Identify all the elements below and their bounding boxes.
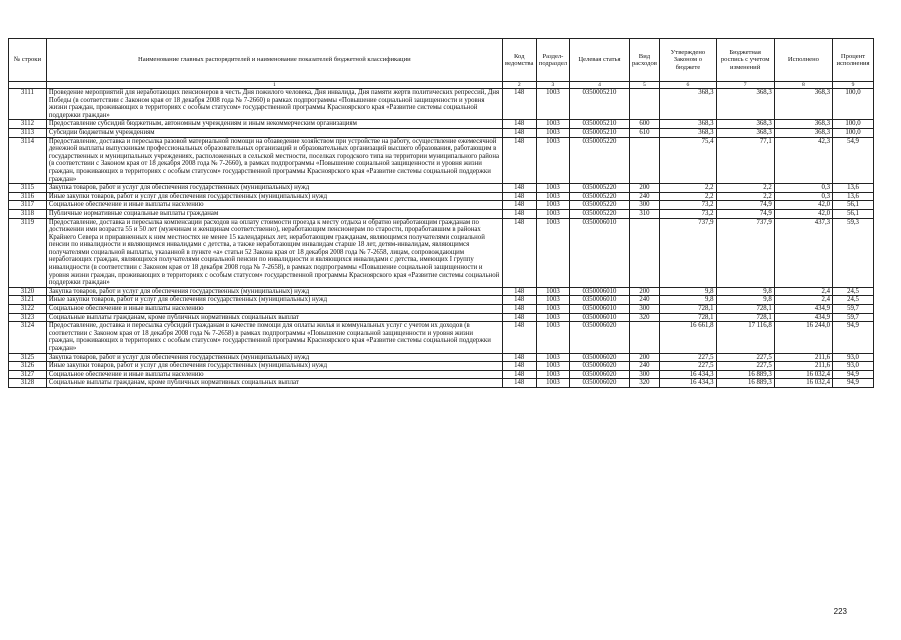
row-expense-type [629,137,660,184]
row-allocated: 227,5 [716,362,774,371]
row-target: 0350005220 [570,137,629,184]
row-expense-type: 300 [629,305,660,314]
row-target: 0350006020 [570,353,629,362]
row-expense-type: 320 [629,379,660,388]
header-allocated: Бюджетная роспись с учетом изменений [716,39,774,82]
row-dept-code: 148 [502,209,536,218]
row-expense-type: 610 [629,128,660,137]
row-executed: 434,9 [774,313,832,322]
row-section: 1003 [536,218,570,287]
header-name: Наименование главных распорядителей и наименование показателей бюджетной классификации [46,39,502,82]
row-expense-type: 320 [629,313,660,322]
budget-table [8,38,874,388]
table-row [9,362,874,371]
table-row [9,370,874,379]
row-target: 0350005210 [570,89,629,120]
row-approved: 73,2 [660,209,716,218]
page-number: 223 [833,607,847,616]
row-allocated: 227,5 [716,353,774,362]
row-name: Социальное обеспечение и иные выплаты населению [46,201,502,210]
row-executed: 42,3 [774,137,832,184]
row-number: 3113 [9,128,47,137]
header-section: Раздел-подраздел [536,39,570,82]
header-percent: Процент исполнения [833,39,874,82]
row-name: Иные закупки товаров, работ и услуг для обеспечения государственных (муниципальных) нужд [46,192,502,201]
row-percent: 59,7 [833,305,874,314]
row-dept-code: 148 [502,120,536,129]
table-row [9,89,874,120]
row-executed: 16 032,4 [774,370,832,379]
column-number: 8 [774,82,832,89]
row-number: 3111 [9,89,47,120]
row-dept-code: 148 [502,313,536,322]
row-approved: 75,4 [660,137,716,184]
row-section: 1003 [536,120,570,129]
row-percent: 59,3 [833,218,874,287]
row-percent: 56,1 [833,209,874,218]
row-number: 3115 [9,184,47,193]
row-target: 0350006010 [570,296,629,305]
row-expense-type: 240 [629,192,660,201]
row-percent: 13,6 [833,184,874,193]
row-name: Предоставление, доставка и пересылка субсидий гражданам в качестве помощи для оплаты жилья и коммунальных услуг с учетом их доходов (в соответствии с Законом края от 18 декабря 2008 года № 7-2658) в рамках подпрограммы «Повышение социальной защищенности и уровня жизни граждан, проживающих в территориях с особым статусом» государственной программы Красноярского края «Развитие системы социальной поддержки граждан» [46,322,502,353]
row-percent: 94,9 [833,370,874,379]
row-dept-code: 148 [502,218,536,287]
table-row [9,379,874,388]
header-dept-code: Код ведомства [502,39,536,82]
row-name: Предоставление, доставка и пересылка разовой материальной помощи на обзаведение хозяйством при устройстве на работу, осуществление ежемесячной денежной выплаты выпускникам профессиональных образовательных организаций и образовательных организаций высшего образования, работающим в государственных и муниципальных учреждениях, расположенных в сельской местности, поселках городского типа на территории муниципального района (в соответствии с Законом края от 18 декабря 2008 года № 7-2660), в рамках подпрограммы «Повышение социальной защищенности и уровня жизни граждан, проживающих в территориях с особым статусом» государственной программы Красноярского края «Развитие системы социальной поддержки граждан» [46,137,502,184]
table-row [9,137,874,184]
row-section: 1003 [536,201,570,210]
row-percent: 24,5 [833,296,874,305]
table-row [9,192,874,201]
row-number: 3119 [9,218,47,287]
row-executed: 437,3 [774,218,832,287]
row-approved: 737,9 [660,218,716,287]
row-expense-type: 200 [629,184,660,193]
row-name: Социальные выплаты гражданам, кроме публичных нормативных социальных выплат [46,313,502,322]
column-number [9,82,47,89]
row-allocated: 2,2 [716,184,774,193]
row-executed: 42,0 [774,209,832,218]
table-row [9,184,874,193]
row-name: Социальное обеспечение и иные выплаты населению [46,305,502,314]
row-target: 0350006010 [570,305,629,314]
row-expense-type: 300 [629,370,660,379]
row-target: 0350005220 [570,209,629,218]
row-approved: 368,3 [660,89,716,120]
row-allocated: 74,9 [716,201,774,210]
row-allocated: 16 889,3 [716,370,774,379]
row-allocated: 368,3 [716,120,774,129]
row-name: Иные закупки товаров, работ и услуг для обеспечения государственных (муниципальных) нужд [46,296,502,305]
header-row-number: № строки [9,39,47,82]
row-percent: 100,0 [833,128,874,137]
row-expense-type: 310 [629,209,660,218]
row-name: Субсидии бюджетным учреждениям [46,128,502,137]
row-name: Закупка товаров, работ и услуг для обеспечения государственных (муниципальных) нужд [46,287,502,296]
row-executed: 211,6 [774,353,832,362]
row-allocated: 74,9 [716,209,774,218]
row-approved: 227,5 [660,362,716,371]
row-allocated: 17 116,8 [716,322,774,353]
table-row [9,120,874,129]
row-approved: 368,3 [660,120,716,129]
row-approved: 9,8 [660,287,716,296]
row-section: 1003 [536,128,570,137]
row-expense-type: 300 [629,201,660,210]
column-number: 3 [536,82,570,89]
header-executed: Исполнено [774,39,832,82]
row-approved: 227,5 [660,353,716,362]
row-allocated: 368,3 [716,89,774,120]
row-target: 0350005210 [570,128,629,137]
row-target: 0350006010 [570,218,629,287]
row-section: 1003 [536,89,570,120]
row-name: Иные закупки товаров, работ и услуг для обеспечения государственных (муниципальных) нужд [46,362,502,371]
row-name: Закупка товаров, работ и услуг для обеспечения государственных (муниципальных) нужд [46,353,502,362]
row-approved: 16 434,3 [660,370,716,379]
row-section: 1003 [536,370,570,379]
row-allocated: 16 889,3 [716,379,774,388]
row-dept-code: 148 [502,353,536,362]
row-section: 1003 [536,362,570,371]
row-name: Закупка товаров, работ и услуг для обеспечения государственных (муниципальных) нужд [46,184,502,193]
row-executed: 368,3 [774,120,832,129]
row-dept-code: 148 [502,379,536,388]
row-percent: 100,0 [833,120,874,129]
row-target: 0350006020 [570,322,629,353]
row-executed: 434,9 [774,305,832,314]
row-section: 1003 [536,184,570,193]
row-allocated: 2,2 [716,192,774,201]
row-percent: 93,0 [833,362,874,371]
row-executed: 0,3 [774,192,832,201]
table-row [9,128,874,137]
row-name: Социальные выплаты гражданам, кроме публичных нормативных социальных выплат [46,379,502,388]
row-dept-code: 148 [502,305,536,314]
row-executed: 368,3 [774,128,832,137]
header-row [9,39,874,82]
row-number: 3128 [9,379,47,388]
row-allocated: 737,9 [716,218,774,287]
row-dept-code: 148 [502,89,536,120]
row-allocated: 368,3 [716,128,774,137]
row-target: 0350005220 [570,192,629,201]
row-name: Предоставление, доставка и пересылка компенсации расходов на оплату стоимости проезда к месту отдыха и обратно неработающим гражданам по достижении ими возраста 55 и 50 лет (мужчинам и женщинам соответственно), неработающим пенсионерам по старости, проработавшим в районах Крайнего Севера и приравненных к ним местностях не менее 15 календарных лет, неработающим гражданам, являющимся получателями социальной пенсии по инвалидности и являющимся инвалидами с детства, а также неработающим инвалидам старше 18 лет, детям-инвалидам, являющимся получателями социальной выплаты, указанной в пункте «а» статьи 52 Закона края от 18 декабря 2008 года № 7-2658, лицам, сопровождающим неработающих граждан, являющихся получателями социальной пенсии по инвалидности и являющихся инвалидами с детства, имеющих I группу инвалидности (в соответствии с Законом края от 18 декабря 2008 года № 7-2658), в рамках подпрограммы «Повышение социальной защищенности и уровня жизни граждан, проживающих в территориях с особым статусом» государственной программы Красноярского края «Развитие системы социальной поддержки граждан» [46,218,502,287]
row-percent: 24,5 [833,287,874,296]
row-percent: 59,7 [833,313,874,322]
row-number: 3122 [9,305,47,314]
row-allocated: 728,1 [716,313,774,322]
row-number: 3125 [9,353,47,362]
row-allocated: 728,1 [716,305,774,314]
row-number: 3124 [9,322,47,353]
column-number: 7 [716,82,774,89]
row-percent: 54,9 [833,137,874,184]
row-number: 3117 [9,201,47,210]
row-approved: 2,2 [660,192,716,201]
row-number: 3116 [9,192,47,201]
row-percent: 100,0 [833,89,874,120]
row-expense-type: 240 [629,296,660,305]
row-number: 3118 [9,209,47,218]
row-allocated: 9,8 [716,287,774,296]
header-target: Целевая статья [570,39,629,82]
row-section: 1003 [536,379,570,388]
row-dept-code: 148 [502,296,536,305]
row-allocated: 77,1 [716,137,774,184]
row-executed: 2,4 [774,296,832,305]
row-number: 3112 [9,120,47,129]
row-percent: 93,0 [833,353,874,362]
row-target: 0350005220 [570,184,629,193]
row-target: 0350006020 [570,362,629,371]
row-target: 0350006010 [570,313,629,322]
row-section: 1003 [536,353,570,362]
table-row [9,313,874,322]
row-number: 3126 [9,362,47,371]
row-section: 1003 [536,287,570,296]
column-number: 9 [833,82,874,89]
row-executed: 16 032,4 [774,379,832,388]
row-allocated: 9,8 [716,296,774,305]
row-approved: 368,3 [660,128,716,137]
table-row [9,287,874,296]
row-executed: 211,6 [774,362,832,371]
header-expense-type: Вид расходов [629,39,660,82]
table-body [9,89,874,388]
row-dept-code: 148 [502,370,536,379]
row-section: 1003 [536,322,570,353]
row-executed: 368,3 [774,89,832,120]
row-target: 0350006020 [570,379,629,388]
header-approved: Утверждено Законом о бюджете [660,39,716,82]
row-dept-code: 148 [502,201,536,210]
row-section: 1003 [536,313,570,322]
table-row [9,322,874,353]
column-number: 4 [570,82,629,89]
row-expense-type [629,89,660,120]
row-approved: 16 661,8 [660,322,716,353]
row-percent: 56,1 [833,201,874,210]
column-number-row [9,82,874,89]
row-name: Публичные нормативные социальные выплаты гражданам [46,209,502,218]
row-percent: 94,9 [833,322,874,353]
row-expense-type [629,322,660,353]
row-percent: 13,6 [833,192,874,201]
row-expense-type [629,218,660,287]
table-row [9,201,874,210]
row-approved: 728,1 [660,305,716,314]
row-dept-code: 148 [502,322,536,353]
row-number: 3127 [9,370,47,379]
row-section: 1003 [536,305,570,314]
row-dept-code: 148 [502,184,536,193]
row-approved: 16 434,3 [660,379,716,388]
row-approved: 73,2 [660,201,716,210]
row-executed: 0,3 [774,184,832,193]
table-row [9,305,874,314]
row-name: Проведение мероприятий для неработающих пенсионеров в честь Дня пожилого человека, Дня инвалида, Дня памяти жертв политических репрессий, Дня Победы (в соответствии с Законом края от 18 декабря 2008 года № 7-2660) в рамках подпрограммы «Повышение социальной защищенности и уровня жизни граждан, проживающих в территориях с особым статусом» государственной программы Красноярского края «Развитие системы социальной поддержки граждан» [46,89,502,120]
row-dept-code: 148 [502,137,536,184]
column-number: 1 [46,82,502,89]
row-section: 1003 [536,296,570,305]
row-number: 3120 [9,287,47,296]
row-name: Социальное обеспечение и иные выплаты населению [46,370,502,379]
row-section: 1003 [536,192,570,201]
column-number: 5 [629,82,660,89]
row-number: 3121 [9,296,47,305]
row-target: 0350005210 [570,120,629,129]
row-section: 1003 [536,137,570,184]
row-dept-code: 148 [502,287,536,296]
row-expense-type: 200 [629,353,660,362]
row-executed: 42,0 [774,201,832,210]
table-row [9,353,874,362]
row-section: 1003 [536,209,570,218]
row-target: 0350005220 [570,201,629,210]
table-row [9,218,874,287]
row-expense-type: 240 [629,362,660,371]
row-number: 3114 [9,137,47,184]
row-approved: 9,8 [660,296,716,305]
row-approved: 728,1 [660,313,716,322]
row-percent: 94,9 [833,379,874,388]
row-approved: 2,2 [660,184,716,193]
table-row [9,209,874,218]
row-expense-type: 600 [629,120,660,129]
row-executed: 2,4 [774,287,832,296]
row-dept-code: 148 [502,192,536,201]
row-number: 3123 [9,313,47,322]
column-number: 6 [660,82,716,89]
table-row [9,296,874,305]
row-target: 0350006010 [570,287,629,296]
row-name: Предоставление субсидий бюджетным, автономным учреждениям и иным некоммерческим организациям [46,120,502,129]
row-target: 0350006020 [570,370,629,379]
row-executed: 16 244,0 [774,322,832,353]
row-dept-code: 148 [502,128,536,137]
row-dept-code: 148 [502,362,536,371]
column-number: 2 [502,82,536,89]
row-expense-type: 200 [629,287,660,296]
